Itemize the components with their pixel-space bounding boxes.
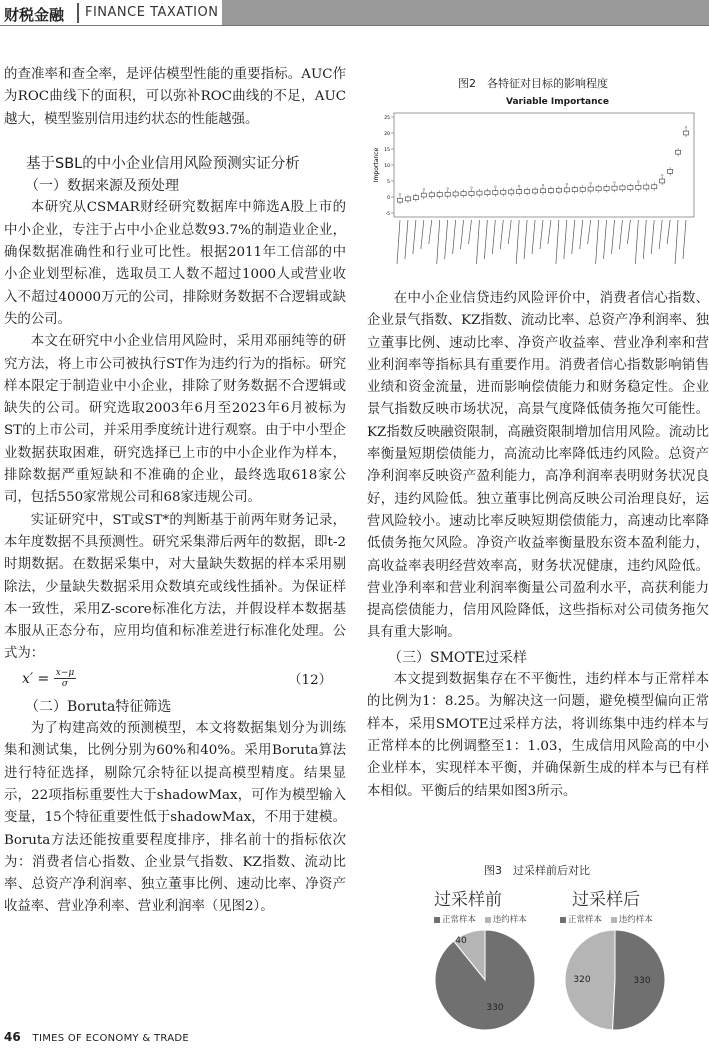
feature-label-mark (500, 220, 503, 249)
feature-label-mark (540, 220, 543, 249)
importance-box (413, 193, 418, 201)
pie-slice-normal (435, 930, 535, 1030)
figure-2-caption: 图2 各特征对目标的影响程度 (458, 77, 608, 90)
subsection-1-title: （一）数据来源及预处理 (25, 178, 179, 195)
importance-box (668, 167, 673, 175)
feature-label-mark (405, 220, 408, 259)
pie-before-title: 过采样前 (434, 890, 502, 910)
feature-label-mark (524, 220, 527, 259)
importance-box (532, 187, 537, 195)
importance-box (469, 187, 474, 198)
subsection-2-title: （二）Boruta特征筛选 (25, 698, 172, 715)
importance-box (660, 174, 665, 185)
feature-label-mark (508, 220, 511, 244)
importance-box (501, 188, 506, 196)
y-tick-label: 0 (387, 196, 390, 201)
journal-section-name: 财税金融 (4, 6, 65, 24)
importance-box (493, 186, 498, 197)
page-header (0, 0, 709, 28)
feature-label-mark (667, 220, 670, 244)
feature-label-mark (461, 220, 464, 249)
feature-label-mark (604, 220, 607, 259)
feature-label-mark (596, 220, 599, 264)
figure-2-chart-title: Variable Importance (506, 97, 609, 107)
feature-label-mark (683, 220, 686, 259)
pie-data-label: 40 (455, 936, 467, 946)
feature-label-mark (429, 220, 432, 244)
importance-box (461, 189, 466, 197)
feature-label-mark (476, 220, 479, 264)
importance-box (588, 182, 593, 193)
feature-label-mark (453, 220, 456, 254)
importance-box (525, 187, 530, 195)
importance-box (429, 191, 434, 199)
subsection-3-title: （三）SMOTE过采样 (388, 649, 527, 666)
y-tick-label: 10 (384, 164, 390, 169)
y-tick-label: 20 (384, 132, 390, 137)
formula-fraction: $\frac{x-\mu}{\sigma}$ (55, 668, 75, 690)
right-column (367, 288, 709, 803)
feature-label-mark (635, 220, 638, 264)
figure-3-caption: 图3 过采样前后对比 (484, 864, 590, 877)
feature-label-mark (619, 220, 622, 249)
y-axis-label: Importance (373, 147, 380, 183)
feature-label-mark (675, 220, 678, 264)
importance-box (548, 186, 553, 194)
feature-label-mark (643, 220, 646, 259)
journal-name: TIMES OF ECONOMY & TRADE (32, 1033, 189, 1044)
importance-box (596, 185, 601, 193)
feature-label-mark (556, 220, 559, 264)
page-number: 46 (4, 1030, 21, 1044)
figure-2-boxplot (372, 108, 702, 283)
feature-label-mark (651, 220, 654, 254)
importance-box (636, 181, 641, 192)
importance-box (683, 126, 688, 137)
importance-box (644, 183, 649, 191)
importance-box (540, 184, 545, 195)
importance-box (675, 148, 680, 156)
header-band (222, 0, 709, 25)
intro-paragraph: 的查准率和查全率，是评估模型性能的重要指标。AUC作为ROC曲线下的面积，可以弥补ROC曲线的不足，AUC越大，模型鉴别信用违约状态的性能越强。 (4, 67, 346, 127)
feature-label-mark (532, 220, 535, 254)
y-tick-label: 15 (384, 148, 390, 153)
feature-label-mark (516, 220, 519, 264)
legend-default-swatch (485, 917, 491, 923)
importance-box (580, 185, 585, 193)
paragraph-1: 本研究从CSMAR财经研究数据库中筛选A股上市的中小企业，专注于占中小企业总数93.7%的制造业企业，确保数据准确性和行业可比性。根据2011年工信部的中小企业划型标准，选取员工人数不超过1000人或营业收入不超过40000万元的公司，排除财务数据不合逻辑或缺失的公司。 (4, 200, 346, 327)
importance-box (453, 190, 458, 198)
importance-box (620, 184, 625, 192)
importance-box (421, 188, 426, 199)
importance-box (556, 186, 561, 194)
page-footer (4, 1030, 189, 1044)
pie-chart-after (560, 925, 670, 1035)
feature-label-mark (469, 220, 472, 244)
feature-label-mark (588, 220, 591, 244)
pie-data-label: 320 (573, 975, 591, 985)
feature-label-mark (627, 220, 630, 244)
feature-label-mark (564, 220, 567, 259)
pie-after-title: 过采样后 (572, 890, 640, 910)
header-divider (77, 3, 79, 23)
importance-box (572, 185, 577, 193)
legend-default-swatch (611, 917, 617, 923)
paragraph-4: 为了构建高效的预测模型，本文将数据集划分为训练集和测试集，比例分别为60%和40%。采用Boruta算法进行特征选择，剔除冗余特征以提高模型精度。结果显示，22项指标重要性大于shadowMax，可作为模型输入变量，15个特征重要性低于shadowMax，不用于建模。Boruta方法还能按重要程度排序，排名前十的指标依次为：消费者信心指数、企业景气指数、KZ指数、流动比率、总资产净利润率、独立董事比例、速动比率、净资产收益率、营业净利率、营业利润率（见图2）。 (4, 721, 346, 915)
y-tick-label: 25 (384, 116, 390, 121)
importance-box (405, 195, 410, 203)
pie-after-legend: 正常样本 违约样本 (560, 913, 653, 925)
importance-box (564, 183, 569, 194)
feature-label-mark (445, 220, 448, 259)
pie-before-legend: 正常样本 违约样本 (434, 913, 527, 925)
feature-label-mark (413, 220, 416, 254)
formula-expression: x′ = $\frac{x-\mu}{\sigma}$ (22, 668, 75, 690)
formula-12 (4, 666, 346, 696)
importance-box (437, 190, 442, 198)
importance-box (445, 188, 450, 199)
paragraph-5: 在中小企业信贷违约风险评价中，消费者信心指数、企业景气指数、KZ指数、流动比率、总资产净利润率、独立董事比例、速动比率、净资产收益率、营业净利率和营业利润率等指标具有重要作用。消费者信心指数影响销售业绩和资金流量，进而影响偿债能力和财务稳定性。企业景气指数反映市场状况，高景气度降低债务拖欠可能性。KZ指数反映融资限制，高融资限制增加信用风险。流动比率衡量短期偿债能力，高流动比率降低违约风险。总资产净利润率反映资产盈利能力，高净利润率表明财务状况良好，违约风险低。独立董事比例高反映公司治理良好，运营风险较小。速动比率反映短期偿债能力，高速动比率降低债务拖欠风险。净资产收益率衡量股东资本盈利能力，高收益率表明经营效率高，财务状况健康，违约风险低。营业净利率和营业利润率衡量公司盈利水平，高获利能力提高偿债能力，信用风险降低，这些指标对公司债务拖欠具有重大影响。 (367, 291, 709, 641)
section-title: 基于SBL的中小企业信用风险预测实证分析 (26, 155, 300, 172)
paragraph-6: 本文提到数据集存在不平衡性，违约样本与正常样本的比例为1：8.25。为解决这一问题，避免模型偏向正常样本，采用SMOTE过采样方法，将训练集中违约样本与正常样本的比例调整至1：1.03，生成信用风险高的中小企业样本，实现样本平衡，并确保新生成的样本与已有样本相似。平衡后的结果如图3所示。 (367, 672, 709, 799)
journal-section-english: FINANCE TAXATION (85, 5, 219, 20)
feature-label-mark (572, 220, 575, 254)
importance-box (652, 183, 657, 191)
y-tick-label: 5 (387, 180, 390, 185)
feature-label-mark (437, 220, 440, 264)
feature-label-mark (484, 220, 487, 259)
feature-label-mark (580, 220, 583, 249)
importance-box (485, 189, 490, 197)
importance-box (517, 185, 522, 196)
pie-chart-before (430, 925, 540, 1035)
legend-normal-swatch (560, 917, 566, 923)
importance-box (477, 189, 482, 197)
pie-data-label: 330 (486, 1003, 504, 1013)
y-tick-label: -5 (385, 212, 390, 217)
left-column (4, 64, 346, 919)
importance-box (612, 182, 617, 193)
importance-box (397, 194, 402, 205)
feature-label-mark (492, 220, 495, 254)
paragraph-3: 实证研究中，ST或ST*的判断基于前两年财务记录，本年度数据不具预测性。研究采集滞后两年的数据，即t-2时期数据。在数据采集中，对大量缺失数据的样本采用剔除法，少量缺失数据采用众数填充或线性插补。为保证样本一致性，采用Z-score标准化方法，并假设样本数据基本服从正态分布，应用均值和标准差进行标准化处理。公式为： (4, 512, 346, 662)
importance-box (628, 183, 633, 191)
feature-label-mark (659, 220, 662, 249)
importance-box (604, 184, 609, 192)
pie-data-label: 330 (633, 976, 651, 986)
paragraph-2: 本文在研究中小企业信用风险时，采用邓丽纯等的研究方法，将上市公司被执行ST作为违约行为的指标。研究样本限定于制造业中小企业，排除了财务数据不合逻辑或缺失的公司。研究选取2003年6月至2023年6月被标为ST的上市公司，并采用季度统计进行观察。由于中小型企业数据获取困难，研究选择已上市的中小企业作为样本，排除数据严重短缺和不准确的企业，最终选取618家公司，包括550家常规公司和68家违规公司。 (4, 334, 346, 506)
feature-label-mark (421, 220, 424, 249)
importance-box (509, 188, 514, 196)
feature-label-mark (612, 220, 615, 254)
legend-normal-swatch (434, 917, 440, 923)
feature-label-mark (548, 220, 551, 244)
header-rule (0, 25, 709, 26)
formula-number: （12） (288, 672, 332, 688)
feature-label-mark (397, 220, 400, 264)
